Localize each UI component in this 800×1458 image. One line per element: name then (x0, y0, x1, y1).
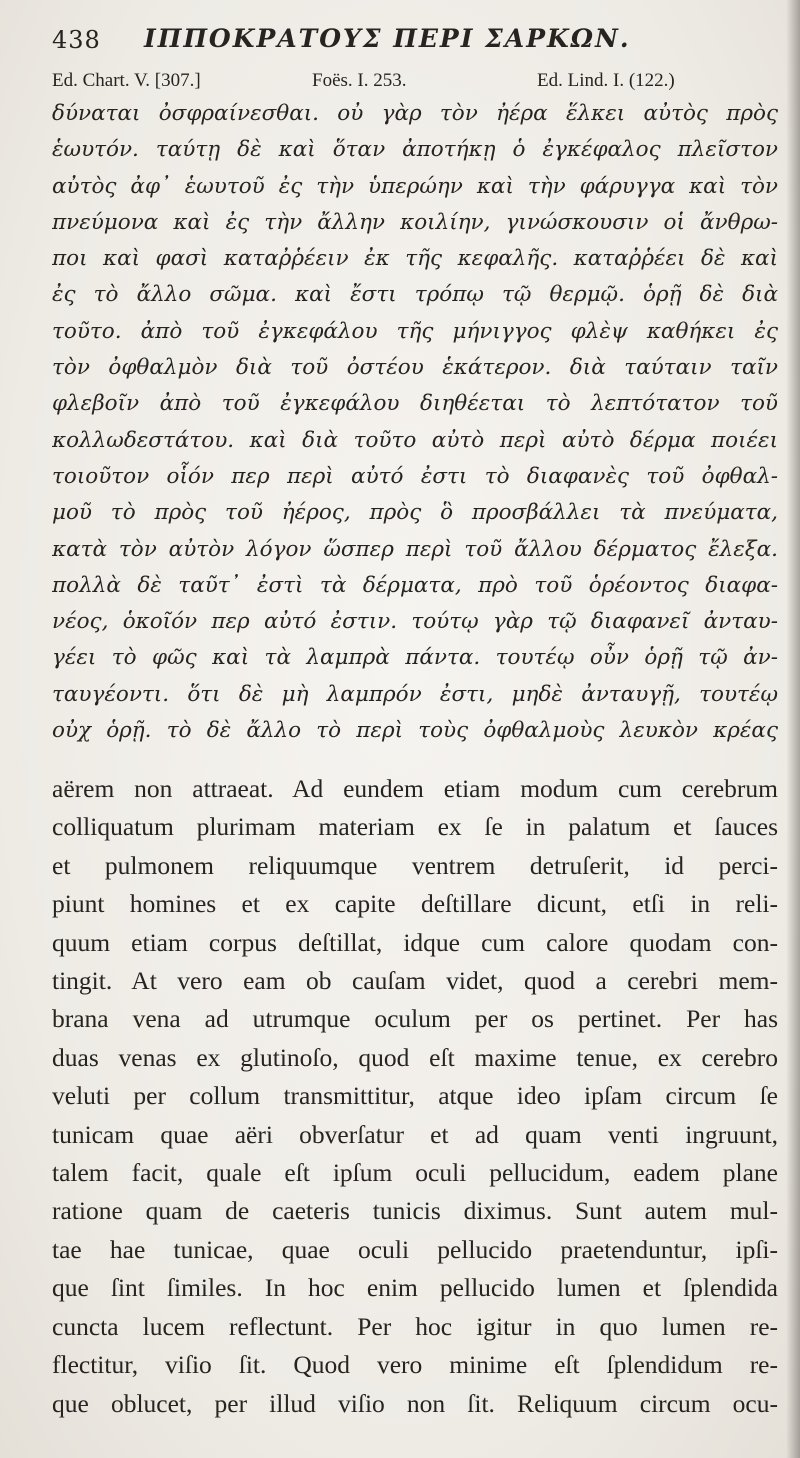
greek-text-line: κατὰ τὸν αὐτὸν λόγον ὥσπερ περὶ τοῦ ἄλλου δέρματος ἔλεξα. (52, 536, 778, 562)
latin-text-line: que ſint ſimiles. In hoc enim pellucido lumen et ſplendida (52, 1273, 778, 1303)
latin-text-line: tae hae tunicae, quae oculi pellucido praetenduntur, ipſi- (52, 1234, 778, 1264)
latin-text-line: aërem non attraeat. Ad eundem etiam modum cum cerebrum (52, 774, 778, 803)
latin-text-line: quum etiam corpus deſtillat, idque cum calore quodam con- (52, 927, 778, 957)
latin-translation (52, 770, 778, 1423)
page-number: 438 (52, 26, 101, 54)
greek-text-line: αὐτὸς ἀφ᾽ ἑωυτοῦ ἐς τὴν ὑπερώην καὶ τὴν φάρυγγα καὶ τὸν (52, 173, 778, 199)
greek-text-line: ποι καὶ φασὶ καταῤῥέειν ἐκ τῆς κεφαλῆς. καταῤῥέει δὲ καὶ (52, 246, 778, 272)
latin-text-line: brana vena ad utrumque oculum per os pertinet. Per has (52, 1004, 778, 1034)
greek-text-line: ταυγέοντι. ὅτι δὲ μὴ λαμπρόν ἐστι, μηδὲ ἀνταυγῇ, τουτέῳ (52, 681, 778, 707)
greek-text-line: πολλὰ δὲ ταῦτ᾽ ἐστὶ τὰ δέρματα, πρὸ τοῦ ὁρέοντος διαφα- (52, 572, 778, 598)
latin-text-line: tingit. At vero eam ob cauſam videt, quod a cerebri mem- (52, 966, 778, 996)
latin-text-line: talem facit, quale eſt ipſum oculi pellucidum, eadem plane (52, 1158, 778, 1188)
greek-text-line: τοῦτο. ἀπὸ τοῦ ἐγκεφάλου τῆς μήνιγγος φλὲψ καθήκει ἐς (52, 318, 778, 344)
latin-text-line: duas venas ex glutinoſo, quod eſt maxime tenue, ex cerebro (52, 1042, 778, 1072)
greek-text-line: κολλωδεστάτου. καὶ διὰ τοῦτο αὐτὸ περὶ αὐτὸ δέρμα ποιέει (52, 427, 778, 453)
edition-foes: Foës. I. 253. (312, 70, 407, 91)
greek-text-line: δύναται ὀσφραίνεσθαι. οὐ γὰρ τὸν ἠέρα ἕλκει αὐτὸς πρὸς (52, 101, 778, 126)
page-header (52, 22, 760, 62)
latin-text-line: et pulmonem reliquumque ventrem detruſerit, id perci- (52, 850, 778, 880)
latin-text-line: colliquatum plurimam materiam ex ſe in palatum et ſauces (52, 812, 778, 842)
edition-chartier: Ed. Chart. V. [307.] (52, 70, 201, 91)
edition-linden: Ed. Lind. I. (122.) (537, 70, 675, 91)
greek-text-line: ἑωυτόν. ταύτῃ δὲ καὶ ὅταν ἀποτήκῃ ὁ ἐγκέφαλος πλεῖστον (52, 137, 778, 163)
latin-text-line: tunicam quae aëri obverſatur et ad quam venti ingruunt, (52, 1119, 778, 1149)
latin-text-line: cuncta lucem reflectunt. Per hoc igitur in quo lumen re- (52, 1311, 778, 1341)
greek-text-line: ἐς τὸ ἄλλο σῶμα. καὶ ἔστι τρόπῳ τῷ θερμῷ. ὁρῇ δὲ διὰ (52, 282, 778, 308)
greek-text-line: φλεβοῖν ἀπὸ τοῦ ἐγκεφάλου διηθέεται τὸ λεπτότατον τοῦ (52, 391, 778, 417)
greek-text-line: τὸν ὀφθαλμὸν διὰ τοῦ ὀστέου ἑκάτερον. διὰ ταύταιν ταῖν (52, 355, 778, 381)
greek-text-line: μοῦ τὸ πρὸς τοῦ ἠέρος, πρὸς ὃ προσβάλλει τὰ πνεύματα, (52, 500, 778, 526)
greek-text-line: πνεύμονα καὶ ἐς τὴν ἄλλην κοιλίην, γινώσκουσιν οἱ ἄνθρω- (52, 209, 778, 235)
greek-text (52, 96, 778, 749)
latin-text-line: piunt homines et ex capite deſtillare dicunt, etſi in reli- (52, 889, 778, 919)
page-edge-shadow (786, 0, 800, 1458)
latin-text-line: ratione quam de caeteris tunicis diximus. Sunt autem mul- (52, 1196, 778, 1226)
latin-text-line: veluti per collum transmittitur, atque ideo ipſam circum ſe (52, 1081, 778, 1111)
greek-text-line: γέει τὸ φῶς καὶ τὰ λαμπρὰ πάντα. τουτέῳ οὖν ὁρῇ τῷ ἀν- (52, 645, 778, 671)
running-title: ΙΠΠΟΚΡΑΤΟΥΣ ΠΕΡΙ ΣΑΡΚΩΝ. (144, 24, 631, 53)
greek-text-line: οὐχ ὁρῇ. τὸ δὲ ἄλλο τὸ περὶ τοὺς ὀφθαλμοὺς λευκὸν κρέας (52, 718, 778, 744)
greek-text-line: νέος, ὁκοῖόν περ αὐτό ἐστιν. τούτῳ γὰρ τῷ διαφανεῖ ἀνταυ- (52, 609, 778, 635)
latin-text-line: flectitur, viſio ſit. Quod vero minime eſt ſplendidum re- (52, 1350, 778, 1380)
greek-text-line: τοιοῦτον οἷόν περ περὶ αὐτό ἐστι τὸ διαφανὲς τοῦ ὀφθαλ- (52, 463, 778, 489)
latin-text-line: que oblucet, per illud viſio non ſit. Reliquum circum ocu- (52, 1388, 778, 1418)
